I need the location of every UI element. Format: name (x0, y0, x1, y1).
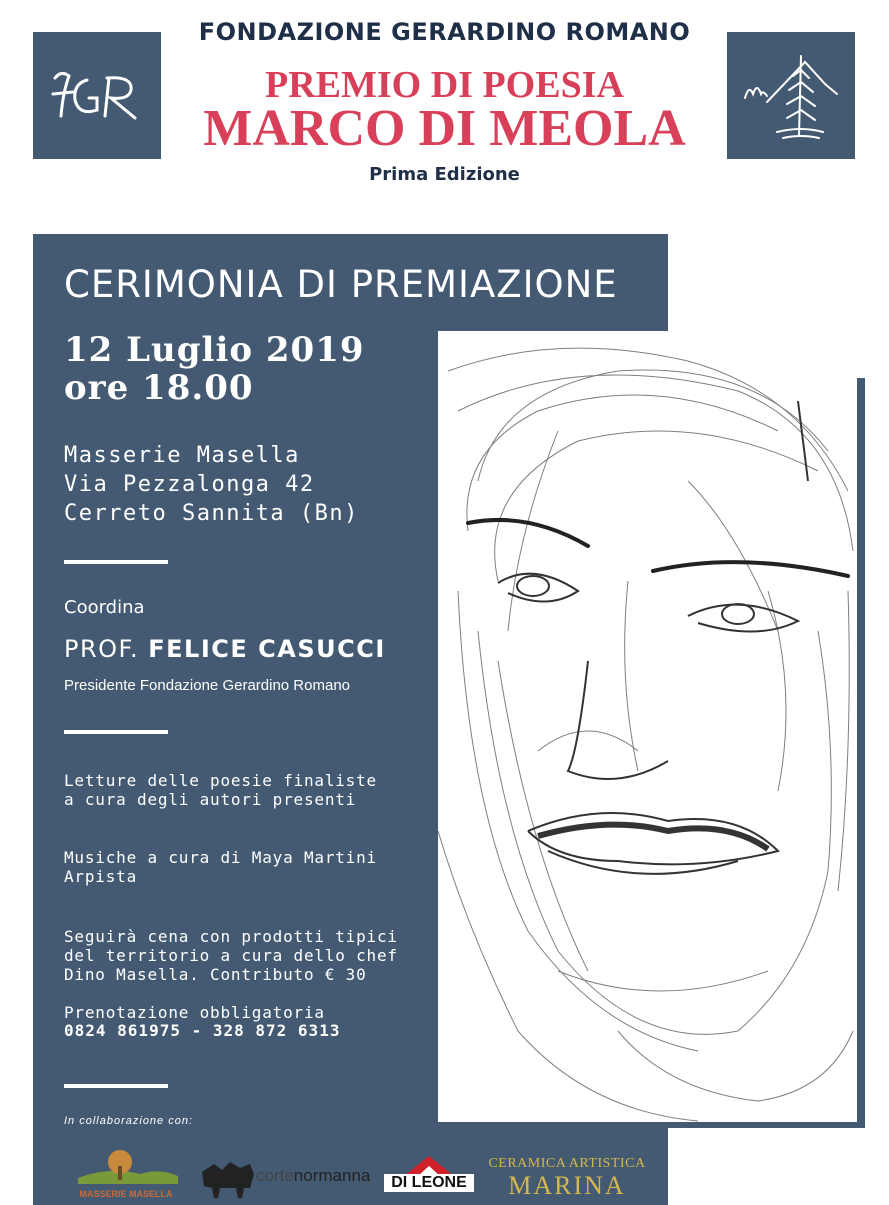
sponsor-3-name: DI LEONE (384, 1174, 474, 1192)
booking-phones: 0824 861975 - 328 872 6313 (64, 1021, 341, 1040)
dinner-note (64, 927, 398, 984)
divider (64, 730, 168, 734)
sponsor-4-line2: MARINA (508, 1171, 626, 1200)
red-arch-logo-icon (384, 1154, 474, 1176)
venue-street: Via Pezzalonga 42 (64, 472, 315, 497)
event-time: ore 18.00 (64, 368, 254, 408)
music-line2: Arpista (64, 867, 138, 886)
readings-line2: a cura degli autori presenti (64, 790, 357, 809)
dinner-line1: Seguirà cena con prodotti tipici (64, 927, 398, 946)
event-date-time (64, 331, 365, 407)
moderator-role: Presidente Fondazione Gerardino Romano (64, 677, 351, 694)
booking-label: Prenotazione obbligatoria (64, 1003, 325, 1022)
moderator (64, 635, 386, 663)
portrait-sketch-image (438, 331, 857, 1122)
divider (64, 560, 168, 564)
sponsor-4-line1: CERAMICA ARTISTICA (488, 1156, 646, 1171)
sponsor-2-part2: normanna (293, 1166, 371, 1185)
event-date: 12 Luglio 2019 (64, 330, 365, 370)
dinner-line2: del territorio a cura dello chef (64, 946, 398, 965)
sponsor-2-name (256, 1166, 370, 1186)
dinner-line3: Dino Masella. Contributo € 30 (64, 965, 367, 984)
prize-title-line2: MARCO DI MEOLA (203, 100, 686, 157)
venue-name: Masserie Masella (64, 443, 300, 468)
moderator-name: FELICE CASUCCI (148, 635, 386, 663)
tree-logo-icon (70, 1148, 182, 1184)
moderator-prefix: PROF. (64, 635, 140, 663)
edition-label: Prima Edizione (369, 164, 520, 185)
sponsor-2-part1: corte (256, 1166, 294, 1185)
coord-label: Coordina (64, 597, 145, 618)
prize-title-line1: PREMIO DI POESIA (265, 64, 624, 106)
divider (64, 1084, 168, 1088)
sponsor-di-leone (384, 1154, 474, 1202)
music-line1: Musiche a cura di Maya Martini (64, 848, 377, 867)
venue-address (64, 441, 359, 528)
sponsor-ceramica-marina (487, 1156, 647, 1202)
readings-line1: Letture delle poesie finaliste (64, 771, 377, 790)
music-note (64, 848, 377, 886)
sponsor-1-name: MASSERIE MASELLA (79, 1189, 173, 1199)
organization-name: FONDAZIONE GERARDINO ROMANO (198, 18, 691, 46)
portrait-sketch (438, 331, 857, 1122)
collaboration-label: In collaborazione con: (64, 1115, 194, 1127)
sponsor-corte-normanna (200, 1158, 380, 1200)
sponsor-masserie-masella (70, 1148, 182, 1200)
ceremony-title: CERIMONIA DI PREMIAZIONE (64, 263, 618, 306)
horses-logo-icon (200, 1158, 256, 1200)
readings-note (64, 771, 377, 809)
venue-city: Cerreto Sannita (Bn) (64, 501, 359, 526)
